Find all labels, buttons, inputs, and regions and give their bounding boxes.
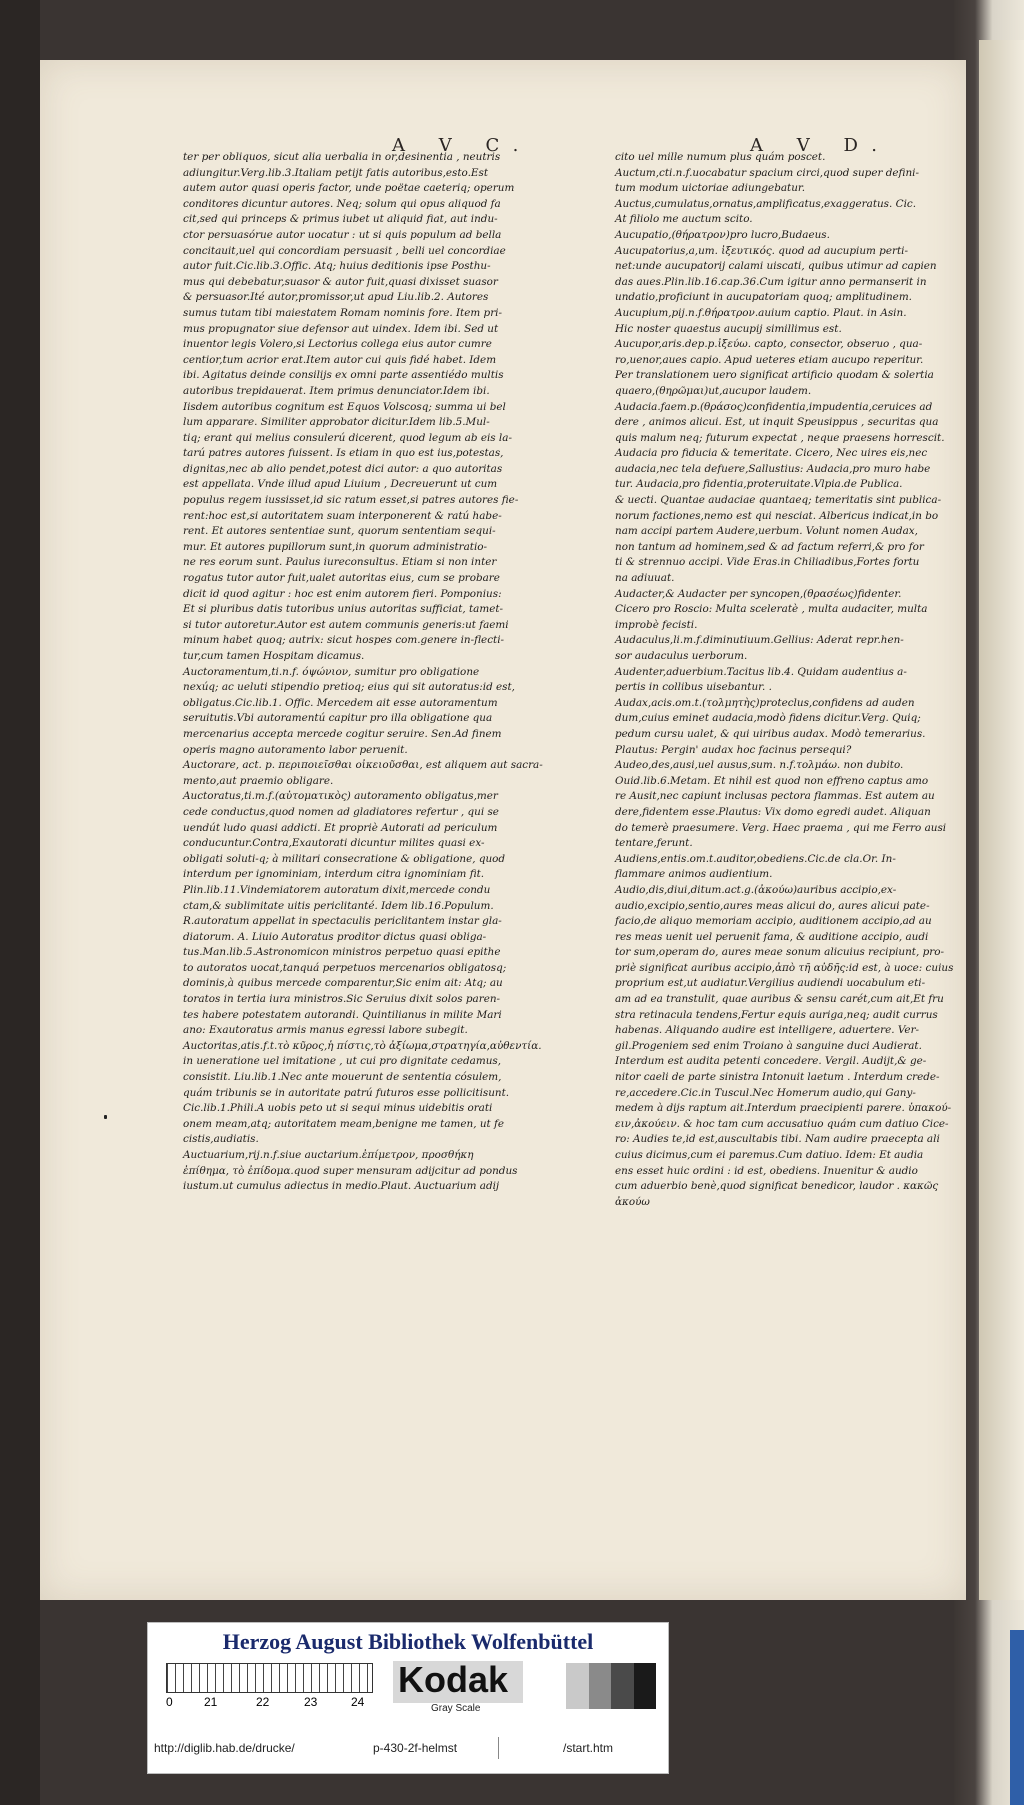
- text-line: ens esset huic ordini : id est, obediens. Inuenitur & audio: [615, 1164, 918, 1177]
- text-line: cistis,audiatis.: [183, 1133, 259, 1146]
- text-line: nexúq; ac ueluti stipendio pretioq; eius qui sit autoratus:id est,: [183, 681, 515, 694]
- text-line: Audaculus,li.m.f.diminutiuum.Gellius: Aderat repr.hen-: [615, 634, 904, 647]
- text-line: lum apparare. Similiter approbator dicitur.Idem lib.5.Mul-: [183, 416, 490, 429]
- text-line: sumus tutam tibi maiestatem Romam nominis fore. Item pri-: [183, 306, 502, 319]
- text-line: autoribus trepidauerat. Item primus denunciator.Idem ibi.: [183, 384, 490, 397]
- digilib-url[interactable]: http://diglib.hab.de/drucke/: [154, 1741, 295, 1755]
- text-line: in ueneratione uel imitatione , ut cui pro dignitate cedamus,: [183, 1055, 502, 1068]
- text-line: re Ausit,nec capiunt inclusas pectora flammas. Est autem au: [615, 790, 935, 803]
- text-line: diatorum. A. Liuio Autoratus proditor dictus quasi obliga-: [183, 930, 487, 943]
- text-line: uendút ludo quasi addicti. Et propriè Autorati ad periculum: [183, 821, 498, 834]
- running-head-right: A V D.: [750, 135, 891, 156]
- text-line: ειν,ἀκούειν. & hoc tam cum accusatiuo quám cum datiuo Cice-: [615, 1117, 949, 1130]
- gray-swatch: [589, 1663, 612, 1709]
- text-line: undatio,proficiunt in aucupatoriam quoq; amplitudinem.: [615, 291, 912, 304]
- text-line: toratos in tertia iura ministros.Sic Seruius dixit solos paren-: [183, 993, 501, 1006]
- text-line: ano: Exautoratus armis manus egressi labore subegit.: [183, 1024, 468, 1037]
- text-line: ctor persuasórue autor uocatur : ut si quis populum ad bella: [183, 228, 502, 241]
- text-line: Audeo,des,ausi,uel ausus,sum. n.f.τολμάω. non dubito.: [615, 759, 904, 772]
- text-line: pertis in collibus uisebantur. .: [615, 681, 772, 694]
- text-line: At filiolo me auctum scito.: [615, 213, 753, 226]
- left-column-text: [183, 150, 578, 1195]
- text-line: Aucupatio,(θήρατρον)pro lucro,Budaeus.: [615, 228, 830, 241]
- right-column: [615, 70, 955, 1210]
- text-line: cum aduerbio benè,quod significat benedicor, laudor . κακῶς: [615, 1180, 939, 1193]
- text-line: re,accedere.Cic.in Tuscul.Nec Homerum audio,qui Gany-: [615, 1086, 916, 1099]
- text-line: dominis,à quibus mercede comparentur,Sic enim ait: Atq; au: [183, 977, 503, 990]
- text-line: interdum per ignominiam, interdum citra ignominiam fit.: [183, 868, 485, 881]
- text-line: Auctuarium,rij.n.f.siue auctarium.ἐπίμετρον, προσθήκη: [183, 1149, 474, 1161]
- text-line: adiungitur.Verg.lib.3.Italiam petijt fatis autoribus,esto.Est: [183, 166, 489, 179]
- gauge-number: 21: [204, 1695, 218, 1709]
- text-line: dere,fidentem esse.Plautus: Vix domo egredi audet. Aliquan: [615, 805, 931, 818]
- text-line: tentare,ferunt.: [615, 837, 693, 850]
- text-line: tur,cum tamen Hospitam dicamus.: [183, 650, 365, 662]
- text-line: quaero,(θηρῶμαι)ut,aucupor laudem.: [615, 384, 812, 397]
- text-line: autor fuit.Cic.lib.3.Offic. Atq; huius deditionis ipse Posthu-: [183, 260, 491, 273]
- text-line: ro,uenor,aues capio. Apud ueteres etiam aucupo reperitur.: [615, 353, 924, 366]
- text-line: mur. Et autores pupillorum sunt,in quorum administratio-: [183, 540, 488, 553]
- text-line: obligatus.Cic.lib.1. Offic. Mercedem ait esse autoramentum: [183, 696, 498, 709]
- text-line: Cicero pro Roscio: Multa sceleratè , multa audaciter, multa: [615, 603, 928, 616]
- text-line: Auctorare, act. p. περιποιεῖσθαι οἰκειοῦσθαι, est aliquem aut sacra-: [183, 759, 543, 772]
- text-line: ἐπίθημα, τὸ ἐπίδομα.quod super mensuram adijcitur ad pondus: [183, 1164, 518, 1177]
- text-line: audacia,nec tela defuere,Sallustius: Audacia,pro muro habe: [615, 462, 931, 475]
- text-line: dignitas,nec ab alio pendet,potest dici autor: a quo autoritas: [183, 462, 503, 475]
- text-line: Auctoramentum,ti.n.f. όψώνιον, sumitur pro obligatione: [183, 665, 480, 678]
- text-line: rogatus tutor autor fuit,ualet autoritas eius, cum se probare: [183, 572, 500, 585]
- text-line: tur. Audacia,pro fidentia,proteruitate.Vlpia.de Publica.: [615, 478, 903, 491]
- text-line: Audio,dis,diui,ditum.act.g.(ἀκούω)auribus accipio,ex-: [615, 883, 897, 896]
- gray-swatch: [566, 1663, 589, 1709]
- text-line: rent:hoc est,si autoritatem suam interponerent & ratú habe-: [183, 509, 502, 522]
- text-line: das aues.Plin.lib.16.cap.36.Cum igitur anno permanserit in: [615, 275, 927, 288]
- text-line: Auctoritas,atis.f.t.τὸ κῦρος,ἡ πίστις,τὸ ἀξίωμα,στρατηγία,αὐθεντία.: [183, 1039, 542, 1052]
- text-line: mus qui debebatur,suasor & autor fuit,quasi dixisset suasor: [183, 275, 498, 288]
- gauge-number: 0: [166, 1695, 173, 1709]
- text-line: quis malum neq; futurum expectat , neque praesens horrescit.: [615, 431, 945, 444]
- text-line: gil.Progeniem sed enim Troiano à sanguine duci Audierat.: [615, 1039, 922, 1052]
- library-name: Herzog August Bibliothek Wolfenbüttel: [222, 1629, 594, 1654]
- text-line: Ouid.lib.6.Metam. Et nihil est quod non effreno captus amo: [615, 774, 929, 787]
- text-line: Auctus,cumulatus,ornatus,amplificatus,exaggeratus. Cic.: [615, 197, 917, 210]
- text-line: Auctoratus,ti.m.f.(αὐτοματικὸς) autoramento obligatus,mer: [183, 790, 498, 803]
- text-line: concitauit,uel qui concordiam persuasit , belli uel concordiae: [183, 244, 506, 257]
- text-line: Cic.lib.1.Phili.A uobis peto ut si sequi minus uidebitis orati: [183, 1102, 493, 1115]
- separator: [498, 1737, 499, 1759]
- text-line: Per translationem uero significat artificio quodam & solertia: [615, 369, 934, 382]
- text-line: Plautus: Pergin' audax hoc facinus persequi?: [615, 743, 852, 756]
- gray-swatch: [634, 1663, 657, 1709]
- start-link[interactable]: /start.htm: [563, 1741, 614, 1755]
- text-line: Auctum,cti.n.f.uocabatur spacium circi,quod super defini-: [615, 166, 920, 179]
- text-line: operis magno autoramento labor peruenit.: [183, 743, 408, 756]
- text-line: consistit. Liu.lib.1.Nec ante mouerunt de sententia cósulem,: [183, 1071, 502, 1084]
- text-line: tarú patres autores fuissent. Is etiam in quo est ius,potestas,: [183, 447, 504, 460]
- text-line: Aucupor,aris.dep.p.ἰξεύω. capto, consector, obseruo , qua-: [615, 338, 923, 351]
- text-line: am ad ea transtulit, quae auribus & sensu carét,cum ait,Et fru: [615, 993, 944, 1006]
- text-line: si tutor autoretur.Autor est autem communis generis:ut faemi: [183, 618, 509, 631]
- text-line: Interdum est audita petenti concedere. Vergil. Audijt,& ge-: [615, 1055, 927, 1068]
- text-line: flammare animos audientium.: [615, 868, 773, 881]
- text-line: autem autor quasi operis factor, unde poëtae caeteriq; operum: [183, 182, 515, 195]
- gray-swatch: [611, 1663, 634, 1709]
- text-line: habenas. Aliquando audire est intelligere, aduertere. Ver-: [615, 1024, 920, 1037]
- text-line: audio,excipio,sentio,aures meas alicui do, aures alicui pate-: [615, 899, 930, 912]
- text-line: ter per obliquos, sicut alia uerbalia in or,desinentia , neutris: [183, 151, 501, 163]
- text-line: priè significat auribus accipio,ἀπὸ τῆ αὐδῆς:id est, à uoce: cuius: [615, 961, 954, 974]
- text-line: Aucupium,pij.n.f.θήρατρον.auium captio. Plaut. in Asin.: [615, 306, 907, 319]
- text-line: & persuasor.Ité autor,promissor,ut apud Liu.lib.2. Autores: [183, 291, 489, 304]
- text-line: ne res eorum sunt. Paulus iureconsultus. Etiam si non inter: [183, 556, 497, 569]
- text-line: est appellata. Vnde illud apud Liuium , Decreuerunt ut cum: [183, 478, 498, 491]
- text-line: Audiens,entis.om.t.auditor,obediens.Cic.de cla.Or. In-: [615, 852, 896, 865]
- text-line: Audacter,& Audacter per syncopen,(θρασέως)fidenter.: [615, 587, 902, 600]
- text-line: minum habet quoq; autrix: sicut hospes com.genere in-flecti-: [183, 634, 505, 647]
- text-line: cede conductus,quod nomen ad gladiatores refertur , qui se: [183, 805, 499, 818]
- text-line: Hic noster quaestus aucupij simillimus est.: [615, 322, 842, 335]
- text-line: nitor caeli de parte sinistra Intonuit laetum . Interdum crede-: [615, 1071, 940, 1084]
- text-line: nam accipi partem Audere,uerbum. Volunt nomen Audax,: [615, 525, 918, 538]
- text-line: tus.Man.lib.5.Astronomicon ministros perpetuo quasi epithe: [183, 946, 501, 959]
- gauge-number: 22: [256, 1695, 270, 1709]
- text-line: iustum.ut cumulus adiectus in medio.Plaut. Auctuarium adij: [183, 1180, 500, 1193]
- text-line: ibi. Agitatus deinde consilijs ex omni parte assentiédo multis: [183, 369, 504, 382]
- text-line: obligati soluti-q; à militari consecratione & obligatione, quod: [183, 852, 506, 865]
- text-line: mus propugnator siue defensor aut uindex. Idem ibi. Sed ut: [183, 322, 499, 335]
- text-line: Audenter,aduerbium.Tacitus lib.4. Quidam audentius a-: [615, 665, 907, 678]
- text-line: proprium est,ut audiatur.Vergilius audiendi uocabulum eti-: [615, 977, 926, 990]
- text-line: pedum cursu ualet, & qui uiribus audax. Modò temerarius.: [615, 727, 926, 740]
- text-line: cito uel mille numum plus quám poscet.: [615, 151, 826, 163]
- text-line: ctam,& sublimitate uitis periclitanté. Idem lib.16.Populum.: [183, 899, 494, 912]
- text-line: cit,sed qui princeps & primus iubet ut aliquid fiat, aut indu-: [183, 213, 498, 226]
- text-line: centior,tum acrior erat.Item autor cui quis fidé habet. Idem: [183, 353, 497, 366]
- text-line: cuius dicimus,cum ei paremus.Cum datiuo. Idem: Et audia: [615, 1149, 924, 1161]
- text-line: mercenarius accepta mercede cogitur seruire. Sen.Ad finem: [183, 727, 502, 740]
- gauge-number: 24: [351, 1695, 365, 1709]
- blue-edge-tab: [1010, 1630, 1024, 1805]
- text-line: ἀκούω: [615, 1195, 650, 1208]
- text-line: Iisdem autoribus cognitum est Equos Volscosq; summa ui bel: [183, 400, 506, 413]
- text-line: inuentor legis Volero,si Lectorius collega eius autor cumre: [183, 338, 492, 351]
- text-line: to autoratos uocat,tanquá perpetuos mercenarios obligatosq;: [183, 961, 507, 974]
- text-line: Aucupatorius,a,um. ἰξευτικός. quod ad aucupium perti-: [615, 244, 908, 257]
- text-line: onem meam,atq; autoritatem meam,benigne me tamen, ut fe: [183, 1117, 504, 1130]
- left-column: [183, 70, 578, 1195]
- ink-speck: [104, 1115, 107, 1119]
- text-line: quám tribunis se in autoritate patrú futuros esse pollicitisunt.: [183, 1086, 510, 1099]
- text-line: ti & strennuo accipi. Vide Eras.in Chiliadibus,Fortes fortu: [615, 556, 920, 569]
- shelfmark: p-430-2f-helmst: [373, 1741, 458, 1755]
- text-line: Plin.lib.11.Vindemiatorem autoratum dixit,mercede condu: [183, 883, 491, 896]
- text-line: Audax,acis.om.t.(τολμητὴς)proteclus,confidens ad auden: [615, 696, 915, 709]
- text-line: improbè fecisti.: [615, 618, 698, 631]
- text-line: tiq; erant qui melius consulerú dicerent, quod legum ab eis la-: [183, 431, 512, 444]
- text-line: do temerè praesumere. Verg. Haec praema , qui me Ferro ausi: [615, 821, 947, 834]
- text-line: tor sum,operam do, aures meae sonum alicuius recipiunt, pro-: [615, 946, 944, 959]
- text-line: norum factiones,nemo est qui nesciat. Albericus indicat,in bo: [615, 509, 939, 522]
- next-page-edge: [979, 40, 1024, 1600]
- text-line: conducuntur.Contra,Exautorati dicuntur milites quasi ex-: [183, 837, 485, 850]
- text-line: res meas uenit uel peruenit fama, & auditione accipio, audi: [615, 930, 929, 943]
- gray-swatches: [566, 1663, 656, 1709]
- text-line: populus regem iussisset,id sic ratum esset,si patres autores fie-: [183, 494, 519, 507]
- right-column-text: [615, 150, 955, 1210]
- text-line: Et si pluribus datis tutoribus unius autoritas sufficiat, tamet-: [183, 603, 504, 616]
- gauge-number: 23: [304, 1695, 318, 1709]
- gray-scale-label: Gray Scale: [431, 1703, 481, 1714]
- text-line: medem à dijs raptum ait.Interdum praecipienti parere. ὑπακού-: [615, 1102, 952, 1115]
- text-line: R.autoratum appellat in spectaculis periclitantem instar gla-: [183, 915, 502, 928]
- text-line: facio,de aliquo memoriam accipio, auditionem accipio,ad au: [615, 915, 932, 928]
- text-line: net:unde aucupatorij calami uiscati, quibus utimur ad capien: [615, 260, 937, 273]
- text-line: seruitutis.Vbi autoramentú capitur pro illa obligatione qua: [183, 712, 493, 725]
- text-line: conditores dicuntur autores. Neq; solum qui opus aliquod fa: [183, 197, 501, 210]
- text-line: non tantum ad hominem,sed & ad factum referri,& pro for: [615, 540, 924, 553]
- text-line: mento,aut praemio obligare.: [183, 774, 334, 787]
- text-line: Audacia pro fiducia & temeritate. Cicero, Nec uires eis,nec: [615, 447, 928, 460]
- text-line: rent. Et autores sententiae sunt, quorum sententiam sequi-: [183, 525, 496, 538]
- text-line: sor audaculus uerborum.: [615, 650, 748, 662]
- text-line: stra retinacula tendens,Fertur equis auriga,neq; audit currus: [615, 1008, 938, 1021]
- text-line: ro: Audies te,id est,auscultabis tibi. Nam audire praecepta ali: [615, 1133, 940, 1146]
- kodak-logo: Kodak: [398, 1659, 509, 1700]
- text-line: & uecti. Quantae audaciae quantaeq; temeritatis sint publica-: [615, 494, 942, 507]
- text-line: dicit id quod agitur : hoc est enim autorem fieri. Pomponius:: [183, 587, 502, 600]
- ruler-gauge: [166, 1663, 373, 1693]
- scan-border-left: [0, 0, 40, 1805]
- text-line: Audacia.faem.p.(θράσος)confidentia,impudentia,ceruices ad: [615, 400, 933, 413]
- running-head-left: A V C.: [392, 135, 533, 156]
- text-line: dere , animos alicui. Est, ut inquit Speusippus , securitas qua: [615, 416, 939, 429]
- text-line: tum modum uictoriae adiungebatur.: [615, 182, 806, 195]
- text-line: dum,cuius eminet audacia,modò fidens dicitur.Verg. Quiq;: [615, 712, 921, 725]
- text-line: na adiuuat.: [615, 572, 675, 585]
- target-card: [147, 1622, 669, 1774]
- text-line: tes habere potestatem autorandi. Quintilianus in milite Mari: [183, 1008, 502, 1021]
